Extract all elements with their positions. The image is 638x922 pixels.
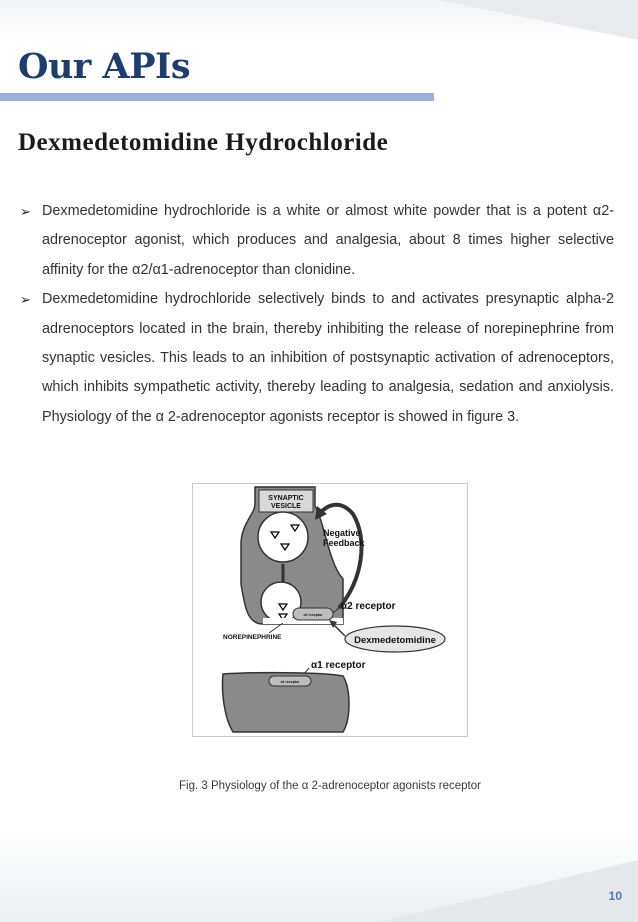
upper-vesicle: [258, 512, 308, 562]
paragraph-text: Dexmedetomidine hydrochloride is a white or almost white powder that is a potent α2-adrenoceptor agonist, which produces and analgesia, about 8 times higher selective affinity for the α2/α1-adrenoceptor than clonidine.: [42, 203, 614, 278]
bullet-list: [18, 197, 614, 432]
dexmedetomidine-label: Dexmedetomidine: [354, 635, 436, 646]
norepinephrine-label: NOREPINEPHRINE: [223, 634, 282, 641]
synapse-diagram: [193, 484, 467, 736]
alpha1-receptor-small-label: α1 receptor: [280, 680, 300, 684]
alpha2-receptor-small-label: α2 receptor: [303, 613, 323, 617]
section-title: Dexmedetomidine Hydrochloride: [18, 129, 389, 156]
figure-caption: Fig. 3 Physiology of the α 2-adrenoceptor agonists receptor: [179, 780, 481, 792]
arrow-bullet-icon: ➢: [20, 292, 31, 308]
paragraph-text: Dexmedetomidine hydrochloride selectively binds to and activates presynaptic alpha-2 adrenoceptors located in the brain, thereby inhibiting the release of norepinephrine from synaptic vesicles. This leads to an inhibition of postsynaptic activation of adrenoceptors, which inhibits sympathetic activity, thereby leading to analgesia, sedation and anxiolysis. Physiology of the α 2-adrenoceptor agonists receptor is showed in figure 3.: [42, 291, 614, 425]
synaptic-vesicle-label-1: SYNAPTIC: [268, 495, 304, 502]
alpha2-receptor-label: α2 receptor: [341, 601, 396, 612]
corner-decoration: [438, 0, 638, 40]
figure-image: [192, 483, 468, 737]
negative-feedback-label-1: Negative: [323, 528, 361, 538]
page-number: 10: [608, 889, 622, 903]
list-item: [18, 285, 614, 432]
list-item: [18, 197, 614, 285]
synaptic-vesicle-label-2: VESICLE: [271, 503, 301, 510]
heading-underline-bar: [0, 93, 434, 101]
bottom-corner-decoration: [380, 860, 638, 922]
alpha1-receptor-label: α1 receptor: [311, 660, 366, 671]
drug-arrow: [333, 624, 345, 636]
page-heading: Our APIs: [18, 46, 191, 87]
arrow-bullet-icon: ➢: [20, 204, 31, 219]
negative-feedback-label-2: Feedback: [323, 538, 365, 548]
